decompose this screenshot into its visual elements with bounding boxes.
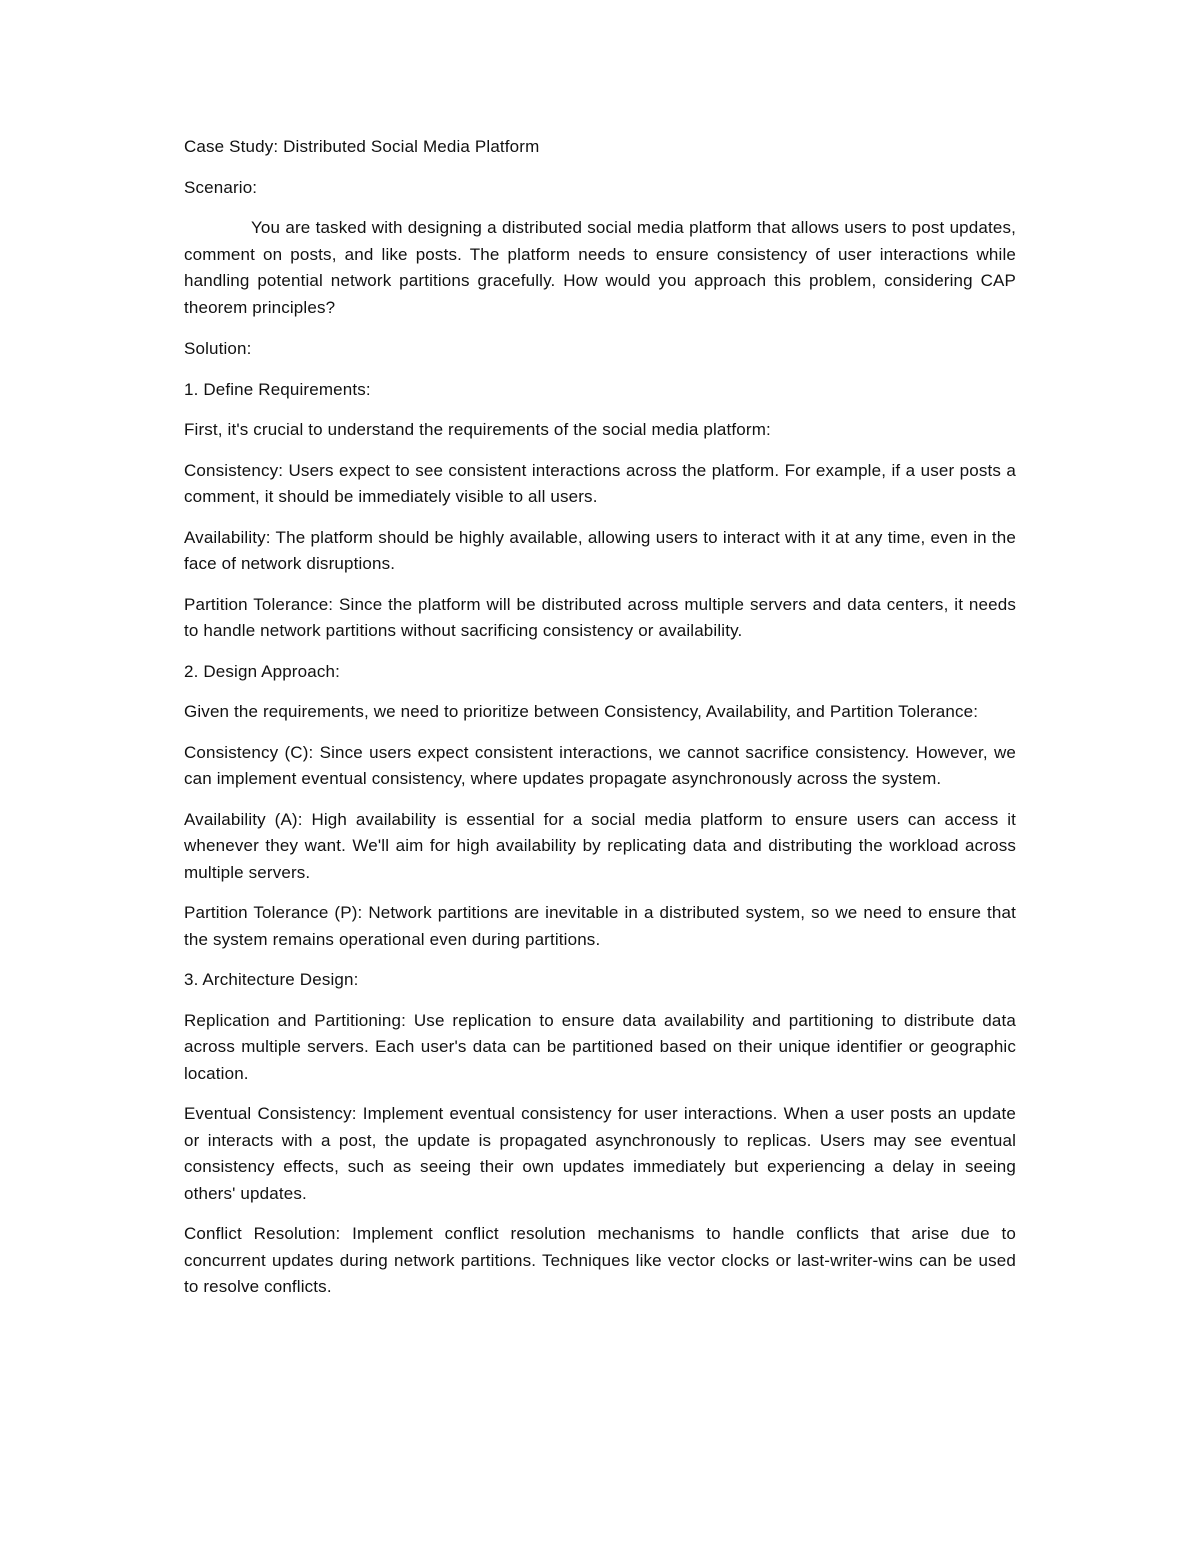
design-partition-tolerance: Partition Tolerance (P): Network partitions are inevitable in a distributed system, so we need to ensure that the system remains operational even during partitions. <box>184 903 1016 949</box>
architecture-eventual-consistency: Eventual Consistency: Implement eventual consistency for user interactions. When a user posts an update or interacts with a post, the update is propagated asynchronously to replicas. Users may see eventual consistency effects, such as seeing their own updates immediately but experiencing a delay in seeing others' updates. <box>184 1104 1016 1203</box>
solution-heading: Solution: <box>184 339 252 358</box>
section-1-heading: 1. Define Requirements: <box>184 379 371 399</box>
scenario-paragraph: You are tasked with designing a distributed social media platform that allows users to post updates, comment on posts, and like posts. The platform needs to ensure consistency of user interactions while handling potential network partitions gracefully. How would you approach this problem, considering CAP theorem principles? <box>184 218 1016 317</box>
section-1-intro: First, it's crucial to understand the requirements of the social media platform: <box>184 420 771 439</box>
architecture-replication: Replication and Partitioning: Use replication to ensure data availability and partitioning to distribute data across multiple servers. Each user's data can be partitioned based on their unique identifier or geographic location. <box>184 1010 1016 1083</box>
design-consistency: Consistency (C): Since users expect consistent interactions, we cannot sacrifice consistency. However, we can implement eventual consistency, where updates propagate asynchronously across the system. <box>184 742 1016 788</box>
architecture-conflict-resolution: Conflict Resolution: Implement conflict resolution mechanisms to handle conflicts that arise due to concurrent updates during network partitions. Techniques like vector clocks or last-writer-wins can be used to resolve conflicts. <box>184 1224 1016 1296</box>
requirement-partition-tolerance: Partition Tolerance: Since the platform will be distributed across multiple servers and data centers, it needs to handle network partitions without sacrificing consistency or availability. <box>184 594 1016 640</box>
document-body <box>184 134 1016 1301</box>
requirement-consistency: Consistency: Users expect to see consistent interactions across the platform. For example, if a user posts a comment, it should be immediately visible to all users. <box>184 460 1016 506</box>
design-availability: Availability (A): High availability is essential for a social media platform to ensure users can access it whenever they want. We'll aim for high availability by replicating data and distributing the workload across multiple servers. <box>184 809 1016 882</box>
section-3-heading: 3. Architecture Design: <box>184 970 359 989</box>
scenario-heading: Scenario: <box>184 177 258 197</box>
requirement-availability: Availability: The platform should be highly available, allowing users to interact with it at any time, even in the face of network disruptions. <box>184 527 1016 573</box>
section-2-intro: Given the requirements, we need to prioritize between Consistency, Availability, and Partition Tolerance: <box>184 702 979 721</box>
section-2-heading: 2. Design Approach: <box>184 661 340 681</box>
document-title: Case Study: Distributed Social Media Platform <box>184 137 540 156</box>
